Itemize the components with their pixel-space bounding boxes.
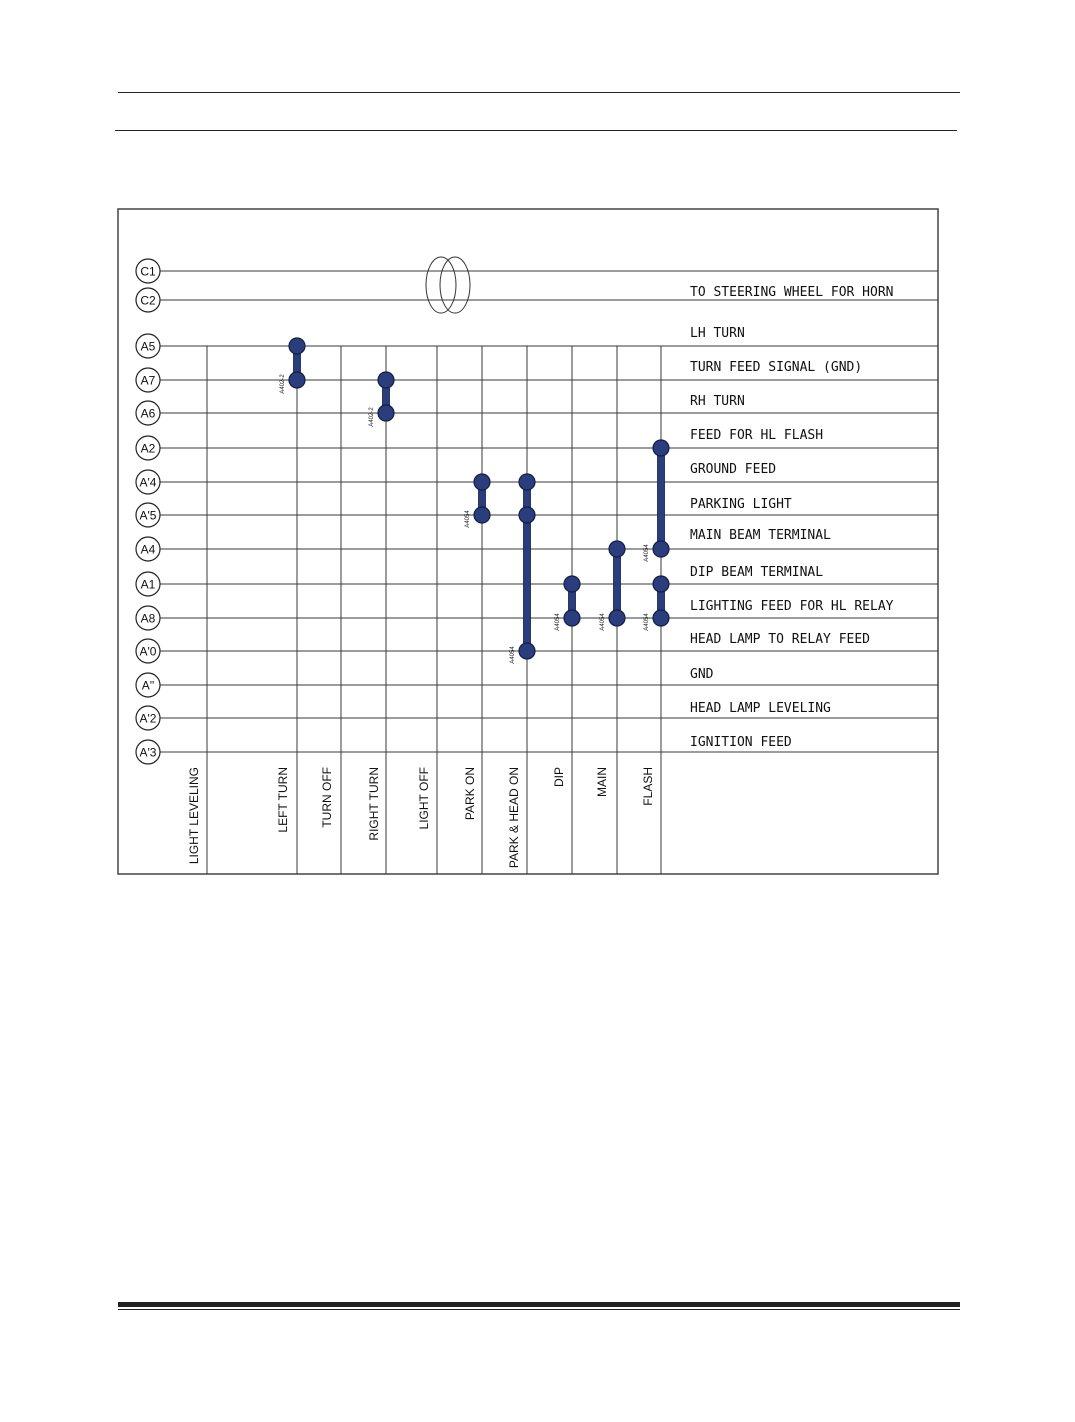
- function-label-rh-turn: RH TURN: [690, 394, 745, 409]
- position-label-flash: FLASH: [641, 767, 655, 806]
- pin-label: A'2: [139, 711, 157, 726]
- function-label-to-steering-wheel-for-horn: TO STEERING WHEEL FOR HORN: [690, 285, 894, 300]
- connection-tag: A4054: [555, 613, 561, 631]
- pin-a12: [136, 706, 160, 730]
- connection-joint-a7: [378, 372, 394, 388]
- pin-label: A5: [140, 339, 156, 354]
- connection-joint-a1: [653, 576, 669, 592]
- connection-bar: [658, 448, 665, 549]
- pin-label: A4: [140, 542, 156, 557]
- horn-coil-right: [440, 257, 470, 313]
- pin-a8: [136, 606, 160, 630]
- position-label-light-leveling: LIGHT LEVELING: [187, 767, 201, 865]
- position-label-dip: DIP: [552, 767, 566, 788]
- function-label-head-lamp-leveling: HEAD LAMP LEVELING: [690, 701, 831, 716]
- function-label-head-lamp-to-relay-feed: HEAD LAMP TO RELAY FEED: [690, 632, 871, 647]
- function-label-lh-turn: LH TURN: [690, 326, 745, 341]
- connection-joint-a14: [519, 474, 535, 490]
- pin-a6: [136, 401, 160, 425]
- position-label-park-head-on: PARK & HEAD ON: [507, 767, 521, 869]
- pin-a2: [136, 436, 160, 460]
- pin-a13: [136, 740, 160, 764]
- pin-label: A'0: [139, 644, 157, 659]
- connection-flash-7: [644, 440, 669, 562]
- pin-a14: [136, 470, 160, 494]
- pin-label: A'4: [139, 475, 157, 490]
- function-label-feed-for-hl-flash: FEED FOR HL FLASH: [690, 428, 824, 443]
- function-label-ground-feed: GROUND FEED: [690, 462, 777, 477]
- connection-tag: A402-2: [369, 407, 375, 427]
- function-label-dip-beam-terminal: DIP BEAM TERMINAL: [690, 565, 824, 580]
- pin-c1: [136, 259, 160, 283]
- pin-label: A'3: [139, 745, 157, 760]
- pin-label: C1: [140, 264, 156, 279]
- pin-label: A2: [140, 441, 156, 456]
- position-label-left-turn: LEFT TURN: [276, 767, 290, 833]
- position-label-park-on: PARK ON: [463, 767, 477, 821]
- connection-tag: A4054: [510, 646, 516, 664]
- connection-joint-a7: [289, 372, 305, 388]
- pin-c2: [136, 288, 160, 312]
- function-label-gnd: GND: [690, 667, 714, 682]
- pin-a5: [136, 334, 160, 358]
- connection-bar: [614, 549, 621, 618]
- connection-tag: A4054: [600, 613, 606, 631]
- connection-tag: A4054: [465, 510, 471, 528]
- connection-joint-a15: [474, 507, 490, 523]
- pin-label: A8: [140, 611, 156, 626]
- horn-coil-symbol: [426, 257, 470, 313]
- connection-joint-a15: [519, 507, 535, 523]
- connection-joint-a10: [519, 643, 535, 659]
- pin-label: A'': [141, 678, 155, 693]
- position-label-main: MAIN: [595, 767, 609, 797]
- pin-a7: [136, 368, 160, 392]
- connection-joint-a4: [653, 541, 669, 557]
- function-label-lighting-feed-for-hl-relay: LIGHTING FEED FOR HL RELAY: [690, 599, 894, 614]
- function-label-parking-light: PARKING LIGHT: [690, 497, 792, 512]
- pin-label: A7: [140, 373, 156, 388]
- position-label-right-turn: RIGHT TURN: [367, 767, 381, 841]
- connection-joint-a8: [564, 610, 580, 626]
- horn-coil-left: [426, 257, 456, 313]
- connection-main-6: [600, 541, 625, 631]
- function-label-turn-feed-signal-gnd: TURN FEED SIGNAL (GND): [690, 360, 863, 375]
- connection-joint-a4: [609, 541, 625, 557]
- connection-joint-a6: [378, 405, 394, 421]
- position-label-turn-off: TURN OFF: [320, 767, 334, 828]
- pin-a10: [136, 639, 160, 663]
- pin-label: C2: [140, 293, 156, 308]
- connection-joint-a2: [653, 440, 669, 456]
- function-label-main-beam-terminal: MAIN BEAM TERMINAL: [690, 528, 831, 543]
- connection-joint-a8: [653, 610, 669, 626]
- connection-tag: A402-2: [280, 374, 286, 394]
- position-label-light-off: LIGHT OFF: [417, 767, 431, 830]
- connection-joint-a8: [609, 610, 625, 626]
- pin-a1: [136, 572, 160, 596]
- connection-tag: A4054: [644, 613, 650, 631]
- connection-tag: A4054: [644, 544, 650, 562]
- pin-label: A6: [140, 406, 156, 421]
- pin-label: A1: [140, 577, 156, 592]
- pin-a11: [136, 673, 160, 697]
- connection-joint-a14: [474, 474, 490, 490]
- connection-joint-a1: [564, 576, 580, 592]
- pin-a15: [136, 503, 160, 527]
- function-label-ignition-feed: IGNITION FEED: [690, 735, 792, 750]
- connection-joint-a5: [289, 338, 305, 354]
- connection-park-head-on-4: [510, 474, 535, 664]
- pin-label: A'5: [139, 508, 157, 523]
- pin-a4: [136, 537, 160, 561]
